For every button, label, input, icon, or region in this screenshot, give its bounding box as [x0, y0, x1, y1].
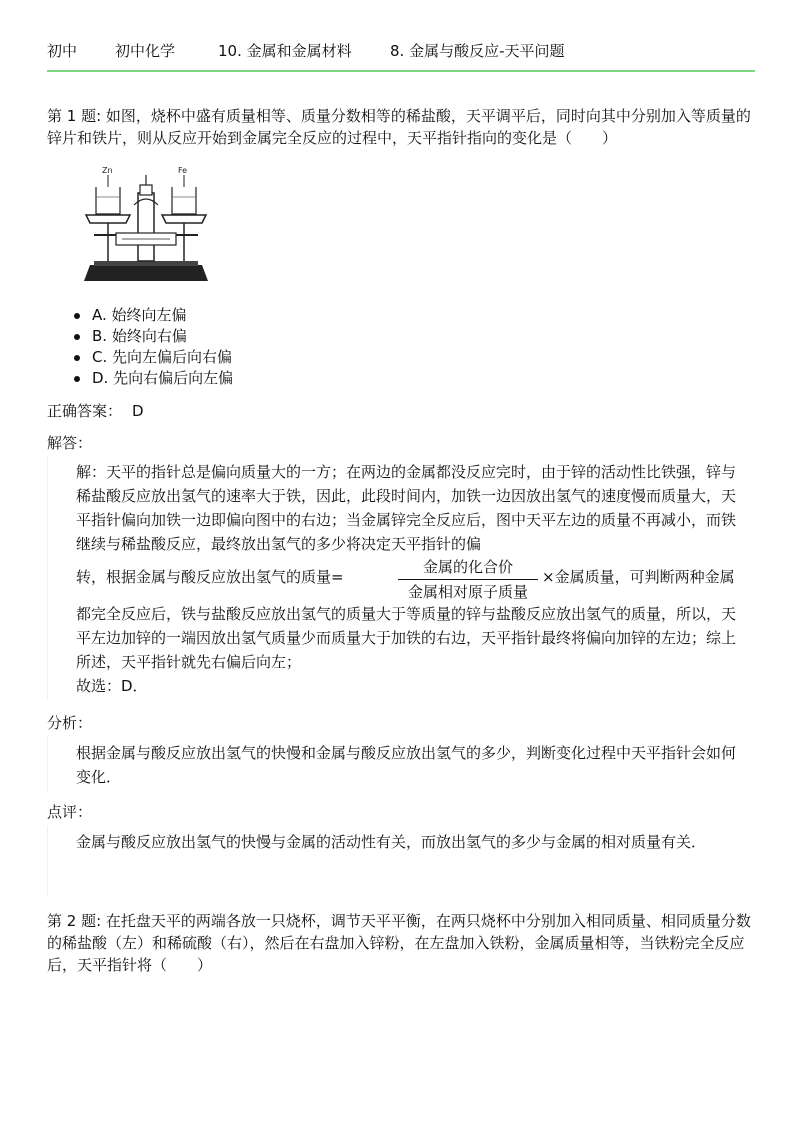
formula-prefix: 转，根据金属与酸反应放出氢气的质量= — [76, 568, 344, 586]
option-c[interactable]: C. 先向左偏后向右偏 — [70, 347, 233, 368]
option-a[interactable]: A. 始终向左偏 — [70, 305, 233, 326]
question-1-text: 第 1 题: 如图，烧杯中盛有质量相等、质量分数相等的稀盐酸，天平调平后，同时向其中分别加入等质量的锌片和铁片，则从反应开始到金属完全反应的过程中，天平指针指向的变化是（ ） — [47, 107, 751, 147]
question-1-options — [70, 305, 233, 389]
figure-label-fe: Fe — [178, 166, 188, 175]
solution-block — [47, 456, 756, 700]
analysis-label: 分析： — [47, 714, 93, 732]
question-2-text: 第 2 题: 在托盘天平的两端各放一只烧杯，调节天平平衡，在两只烧杯中分别加入相同质量、相同质量分数的稀盐酸（左）和稀硫酸（右），然后在右盘加入锌粉，在左盘加入铁粉，金属质量相等，当铁粉完全反应后，天平指针将（ ） — [47, 912, 751, 974]
answer-value: D — [132, 402, 144, 420]
breadcrumb — [47, 40, 565, 61]
comment-text: 金属与酸反应放出氢气的快慢与金属的活动性有关，而放出氢气的多少与金属的相对质量有关． — [76, 833, 707, 851]
analysis-block — [47, 737, 756, 793]
balance-scale-figure — [80, 163, 212, 287]
option-d[interactable]: D. 先向右偏后向左偏 — [70, 368, 233, 389]
option-b[interactable]: B. 始终向右偏 — [70, 326, 233, 347]
fraction-bar — [398, 579, 538, 580]
figure-label-zn: Zn — [102, 166, 113, 175]
answer-label: 正确答案： — [47, 402, 123, 420]
breadcrumb-subject[interactable]: 初中化学 — [115, 42, 176, 60]
formula-fraction — [398, 556, 538, 603]
solution-formula-line — [76, 554, 756, 604]
breadcrumb-chapter[interactable]: 10. 金属和金属材料 — [218, 42, 352, 60]
breadcrumb-level[interactable]: 初中 — [47, 42, 78, 60]
comment-block — [47, 826, 756, 896]
formula-numerator: 金属的化合价 — [422, 558, 513, 576]
solution-label: 解答： — [47, 434, 93, 452]
comment-label: 点评： — [47, 803, 93, 821]
formula-denominator: 金属相对原子质量 — [407, 583, 528, 601]
solution-paragraph-2: 都完全反应后，铁与盐酸反应放出氢气的质量大于等质量的锌与盐酸反应放出氢气的质量，所以，天平左边加锌的一端因放出氢气质量少而质量大于加铁的右边，天平指针最终将偏向加锌的左边；综上所述，天平指针就先右偏后向左； — [76, 605, 737, 671]
solution-paragraph: 解：天平的指针总是偏向质量大的一方；在两边的金属都没反应完时，由于锌的活动性比铁强，锌与稀盐酸反应放出氢气的速率大于铁，因此，此段时间内，加铁一边因放出氢气的速度慢而质量大，天平指针偏向加铁一边即偏向图中的右边；当金属锌完全反应后，图中天平左边的质量不再减小，而铁继续与稀盐酸反应，最终放出氢气的多少将决定天平指针的偏 — [76, 463, 737, 553]
answer-row — [47, 400, 144, 421]
header-divider — [47, 70, 755, 72]
breadcrumb-section[interactable]: 8. 金属与酸反应-天平问题 — [390, 42, 565, 60]
solution-choice: 故选：D． — [76, 677, 148, 695]
analysis-text: 根据金属与酸反应放出氢气的快慢和金属与酸反应放出氢气的多少，判断变化过程中天平指针会如何变化． — [76, 744, 737, 786]
formula-suffix: ×金属质量，可判断两种金属 — [542, 568, 735, 586]
